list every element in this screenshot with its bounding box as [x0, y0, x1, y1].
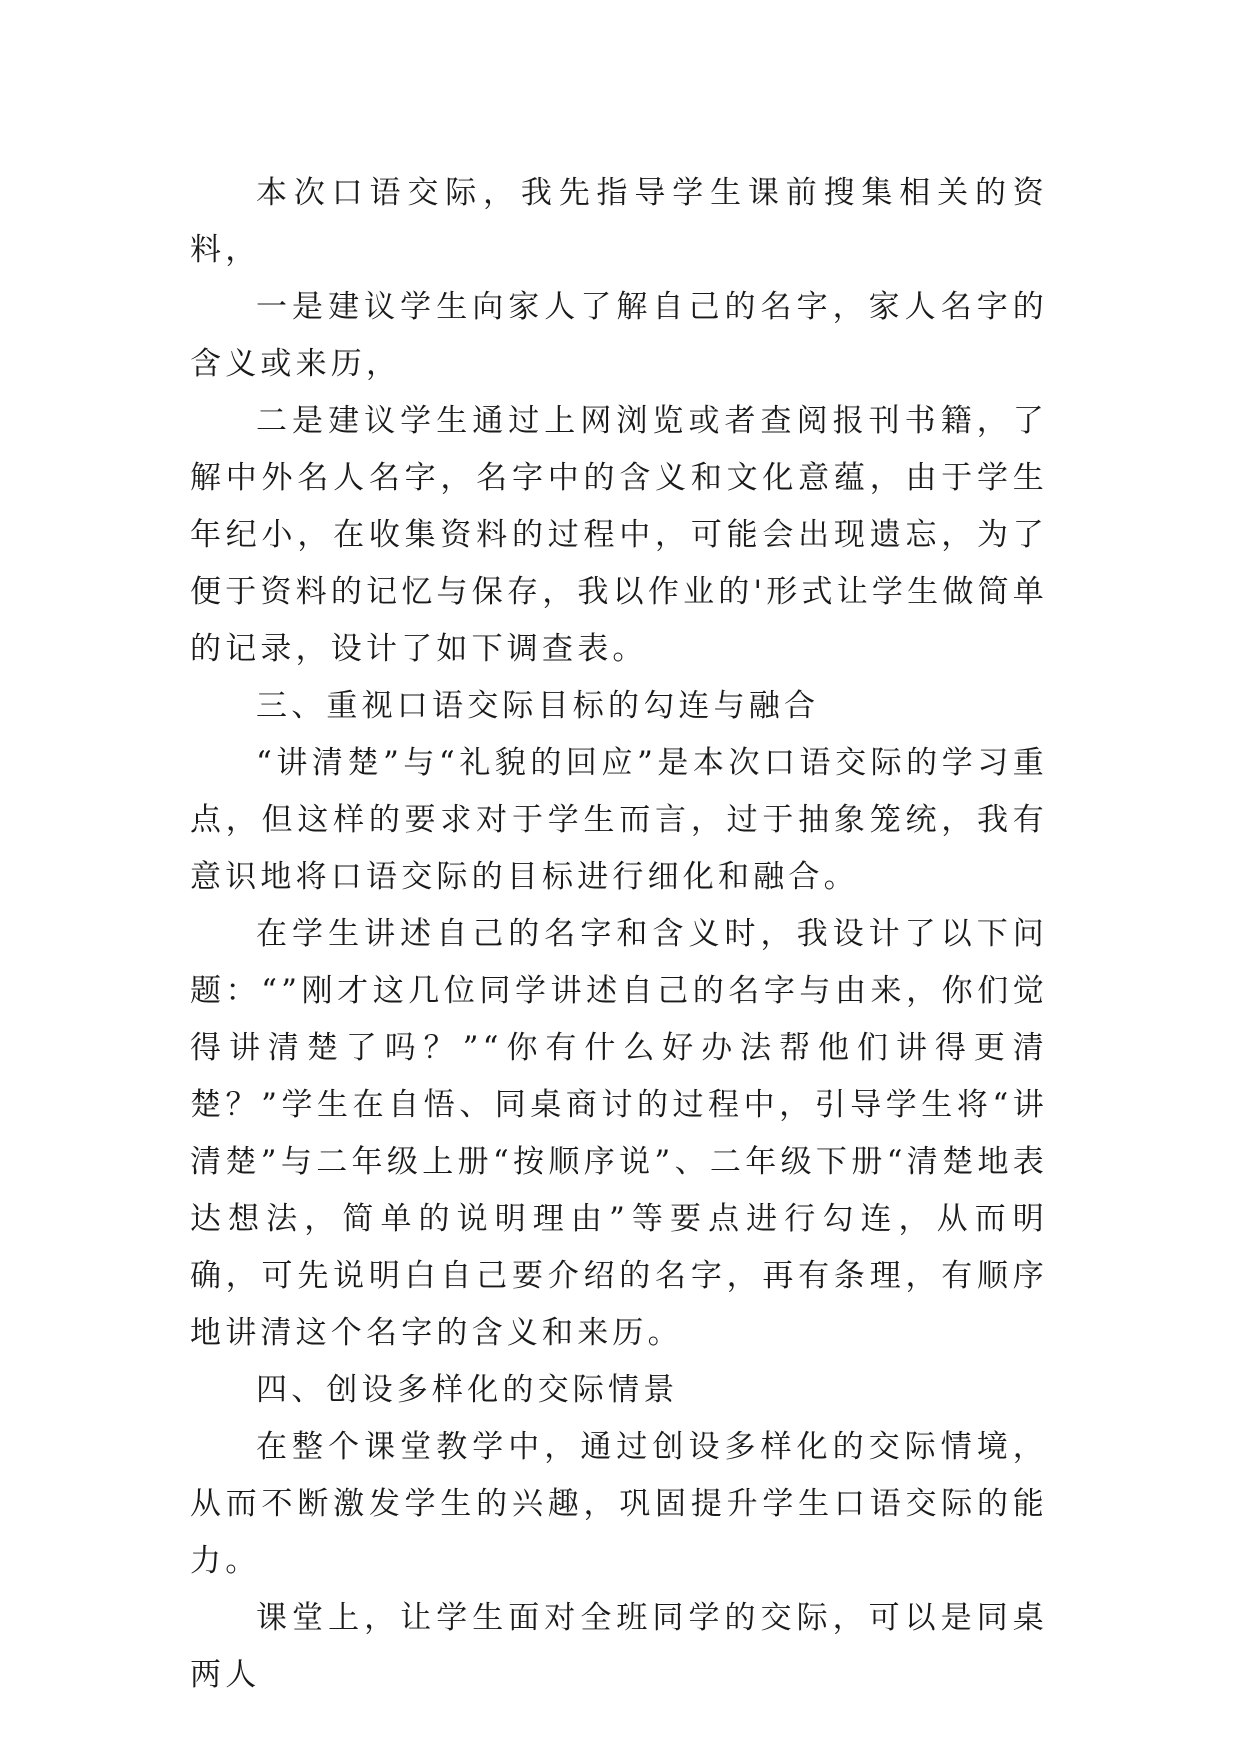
paragraph-classroom: 课堂上，让学生面对全班同学的交际，可以是同桌两人 [190, 1600, 1048, 1693]
paragraph-point-one: 一是建议学生向家人了解自己的名字，家人名字的含义或来历， [190, 289, 1048, 382]
paragraph-scenarios: 在整个课堂教学中，通过创设多样化的交际情境，从而不断激发学生的兴趣，巩固提升学生口语交际的能力。 [190, 1429, 1048, 1579]
section-heading-four: 四、创设多样化的交际情景 [256, 1372, 679, 1408]
paragraph-point-two: 二是建议学生通过上网浏览或者查阅报刊书籍，了解中外名人名字，名字中的含义和文化意蕴，由于学生年纪小，在收集资料的过程中，可能会出现遗忘，为了便于资料的记忆与保存，我以作业的'形式让学生做简单的记录，设计了如下调查表。 [190, 403, 1048, 667]
paragraph-goals: “讲清楚”与“礼貌的回应”是本次口语交际的学习重点，但这样的要求对于学生而言，过于抽象笼统，我有意识地将口语交际的目标进行细化和融合。 [190, 745, 1048, 895]
section-heading-three: 三、重视口语交际目标的勾连与融合 [256, 688, 820, 724]
paragraph-questions: 在学生讲述自己的名字和含义时，我设计了以下问题：“”刚才这几位同学讲述自己的名字与由来，你们觉得讲清楚了吗？”“你有什么好办法帮他们讲得更清楚？”学生在自悟、同桌商讨的过程中，引导学生将“讲清楚”与二年级上册“按顺序说”、二年级下册“清楚地表达想法，简单的说明理由”等要点进行勾连，从而明确，可先说明白自己要介绍的名字，再有条理，有顺序地讲清这个名字的含义和来历。 [190, 916, 1048, 1351]
document-body [190, 165, 1048, 1704]
paragraph-intro: 本次口语交际，我先指导学生课前搜集相关的资料， [190, 175, 1048, 268]
